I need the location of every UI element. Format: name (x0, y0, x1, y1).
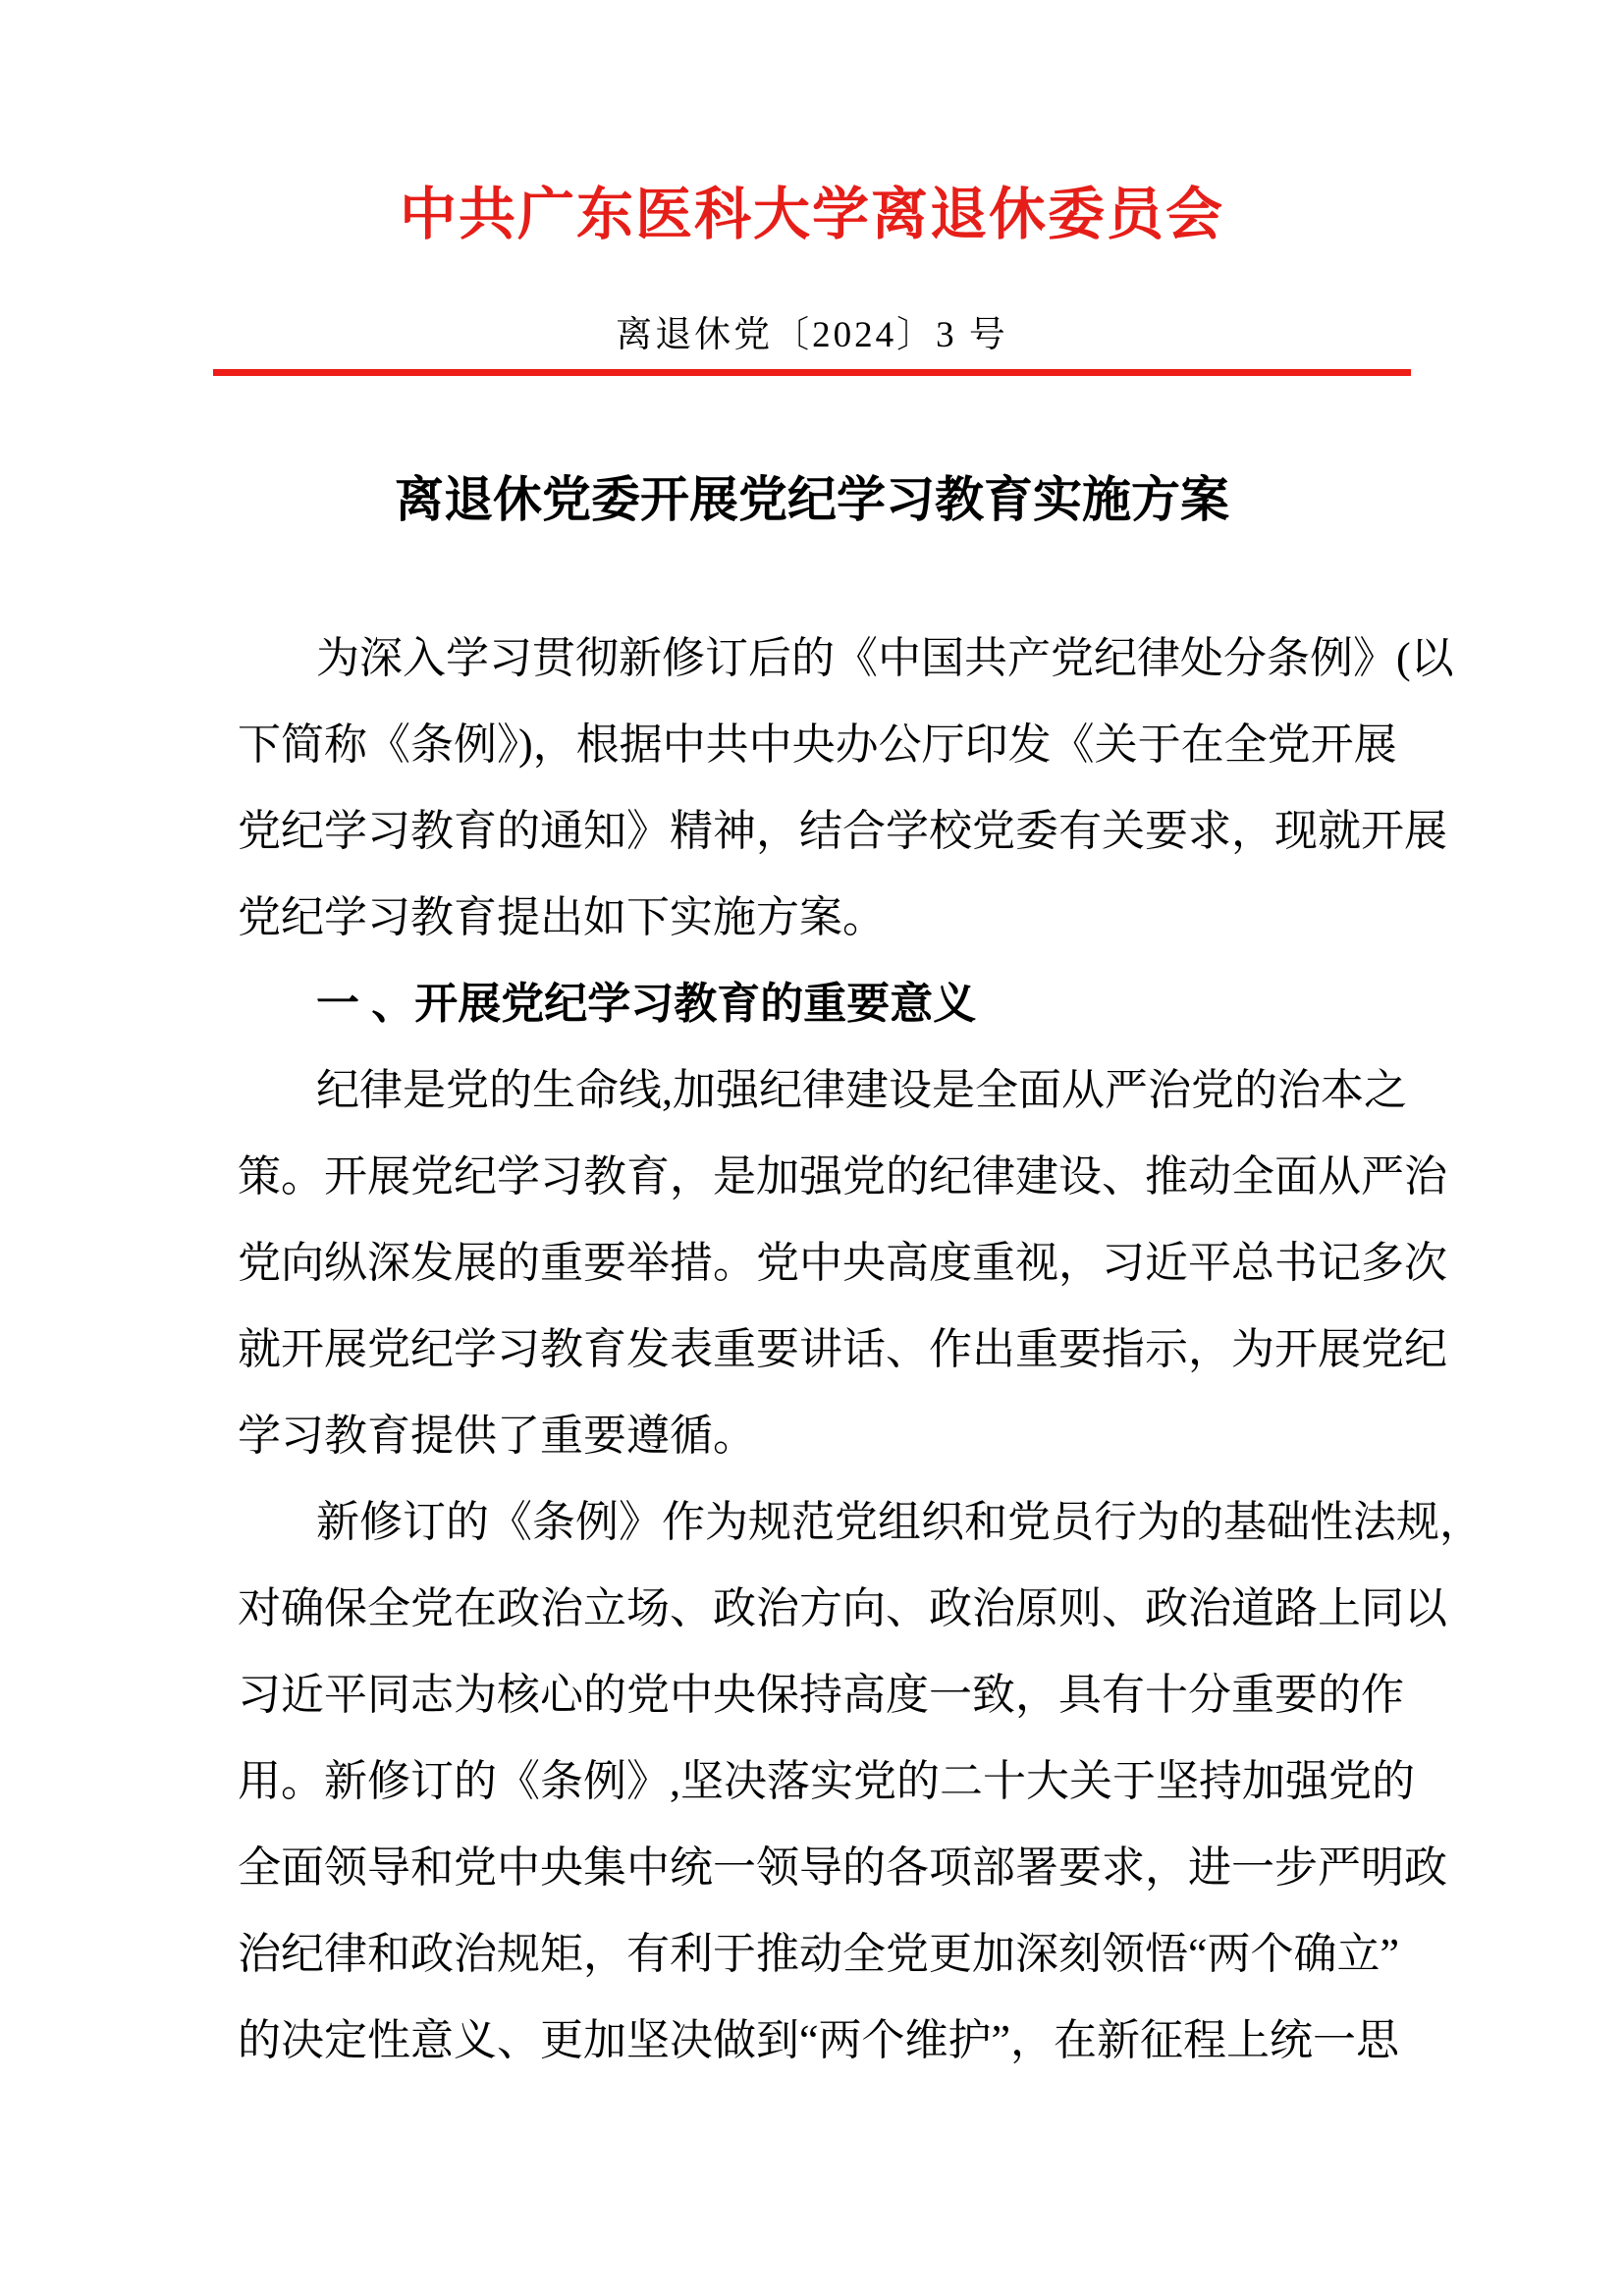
body-line: 习近平同志为核心的党中央保持高度一致，具有十分重要的作 (238, 1671, 1404, 1719)
body-line: 党向纵深发展的重要举措。党中央高度重视，习近平总书记多次 (238, 1239, 1447, 1287)
separator-line (213, 369, 1411, 376)
section-heading: 一 、开展党纪学习教育的重要意义 (316, 980, 977, 1028)
body-line: 的决定性意义、更加坚决做到“两个维护”，在新征程上统一思 (238, 2016, 1400, 2064)
body-line: 纪律是党的生命线,加强纪律建设是全面从严治党的治本之 (316, 1066, 1407, 1114)
body-line: 策。开展党纪学习教育，是加强党的纪律建设、推动全面从严治 (238, 1152, 1447, 1201)
body-line: 用。新修订的《条例》,坚决落实党的二十大关于坚持加强党的 (238, 1757, 1415, 1805)
body-line: 学习教育提供了重要遵循。 (238, 1412, 756, 1460)
body-line: 新修订的《条例》作为规范党组织和党员行为的基础性法规， (316, 1498, 1483, 1546)
body-line: 党纪学习教育提出如下实施方案。 (238, 893, 886, 941)
body-line: 党纪学习教育的通知》精神，结合学校党委有关要求，现就开展 (238, 807, 1447, 855)
doc-title: 离退休党委开展党纪学习教育实施方案 (395, 472, 1229, 527)
body-line: 治纪律和政治规矩，有利于推动全党更加深刻领悟“两个确立” (238, 1930, 1400, 1978)
body-line: 为深入学习贯彻新修订后的《中国共产党纪律处分条例》(以 (316, 634, 1454, 682)
body-line: 下简称《条例》)，根据中共中央办公厅印发《关于在全党开展 (238, 721, 1397, 769)
body-line: 全面领导和党中央集中统一领导的各项部署要求，进一步严明政 (238, 1843, 1447, 1892)
body-line: 对确保全党在政治立场、政治方向、政治原则、政治道路上同以 (238, 1584, 1447, 1632)
body-line: 就开展党纪学习教育发表重要讲话、作出重要指示，为开展党纪 (238, 1325, 1447, 1373)
document-body (238, 615, 1483, 2084)
doc-number: 离退休党〔2024〕3 号 (616, 315, 1008, 355)
org-title: 中共广东医科大学离退休委员会 (399, 183, 1224, 246)
